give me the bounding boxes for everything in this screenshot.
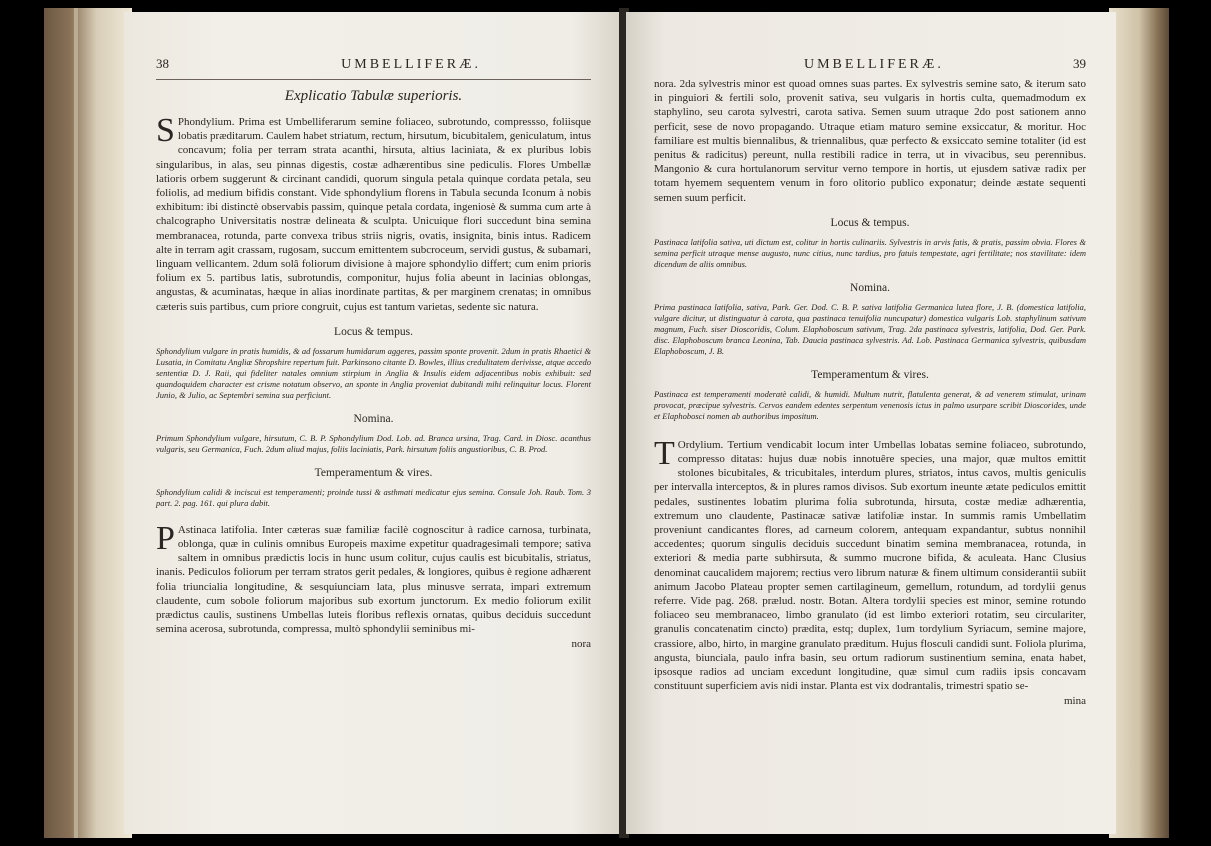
pastinaca-paragraph: P Astinaca latifolia. Inter cæteras suæ familiæ facilè cognoscitur à radice carnosa, turbinata, oblonga, quæ in culinis omnibus Europeis maxime expetitur quadragesimali tempore; sativa saltem in omnibus prædictis locis in hunc usum colitur, cujus caulis est bicubitalis, striatus, inanis. Pediculos foliorum per terram stratos gerit pedales, & longiores, quibus è regione adhærent folia triuncialia longitudine, & sesquiunciam lata, plus minusve serrata, impari extremum claudente, cum sobole foliorum majoribus sub exortum junctorum. Ex medio foliorum exilit prædictus caulis, sustinens Umbellas luteis floribus reflexis ornatas, quibus deciduis succedunt semina acerosa, subrotunda, compressa, multò sphondylii seminibus mi- bbox=[156, 519, 591, 636]
drop-cap: T bbox=[654, 434, 675, 472]
right-page bbox=[626, 12, 1116, 834]
drop-cap: S bbox=[156, 112, 175, 149]
locus-heading: Locus & tempus. bbox=[830, 216, 910, 229]
left-page-number: 38 bbox=[156, 56, 169, 71]
temperamentum-heading: Temperamentum & vires. bbox=[811, 368, 929, 381]
drop-cap: P bbox=[156, 519, 175, 557]
locus-heading: Locus & tempus. bbox=[334, 325, 413, 338]
nomina-heading: Nomina. bbox=[353, 412, 394, 425]
nomina-note: Prima pastinaca latifolia, sativa, Park. Ger. Dod. C. B. P. sativa latifolia Germanica lutea flore, J. B. (domestica latifolia, vulgare dicitur, ut distinguatur à carota, qua pastinaca tenuifolia nuncupatur) domestica vulgaris Lob. staphylinum sativum magnum, Fuch. siser Dioscoridis, Colum. Elaphoboscum sativum, Trag. 2da pastinaca sylvestris, latifolia, Dod. Ger. Park. disc. Elaphoboscum branca Leonina, Tab. Daucia pastinaca sylvestris. Ad. Lob. Pastinaca Germanica sylvestris, quibusdam Elaphoboscum, J. B. bbox=[654, 301, 1086, 356]
nomina-note: Primum Sphondylium vulgare, hirsutum, C. B. P. Sphondylium Dod. Lob. ad. Branca ursina, Trag. Card. in Diosc. acanthus vulgaris, seu Germanica, Fuch. 2dum aliud majus, foliis laciniatis, Park. hirsutum foliis angustioribus, C. B. Prod. bbox=[156, 432, 591, 454]
catchword: mina bbox=[1064, 695, 1086, 708]
nomina-heading: Nomina. bbox=[850, 281, 890, 294]
pastinaca-continued: nora. 2da sylvestris minor est quoad omnes suas partes. Ex sylvestris semine sato, & iterum sato in pinguiori & fertili solo, provenit sativa, seu vulgaris in hortis culta, quemadmodum ex staphylino, seu carota sylvestri, carota sativa. Semen suum utraque 2do post sationem anno perficit, sese de novo propagando. Utraque etiam maturo semine exsiccatur, & moritur. Hoc familiare est multis biennalibus, & triennalibus, quæ perfecto & exsiccato semine totaliter (id est penitus & radicitus) pereunt, nulla restibili radice in terra, ut in vivacibus, seu perennibus. Mangonio & cura hortulanorum servitur verno tempore in hortis, ut ejusdem sativæ radix per totam hyemem sequentem venum in foro olitorio publico exponatur; deinde æstate sequenti semen suum perficit. bbox=[654, 78, 1086, 204]
left-header-title: UMBELLIFERÆ. bbox=[341, 57, 481, 72]
tordylium-paragraph: T Ordylium. Tertium vendicabit locum inter Umbellas lobatas semine foliaceo, subrotundo, compresso ditatas: hujus duæ nobis innotuêre species, una major, quæ multos emittit stolones bicubitales, & tricubitales, interdum plures, striatos, intus cavos, multis geniculis per intervalla interceptos, & in plures ramos divisos. Sub exortum ineunte ætate pediculos emittit pedales, sustinentes lobatim plurima folia subrotunda, hirsuta, costæ mediæ adhærentia, extremum uno claudente, Pastinacæ sativæ latifoliæ instar. In summis ramis Umbellatim proveniunt candicantes flores, ad carneum colorem, antequam expandantur, subtus nonnihil accedentes; quorum singulis deciduis succedunt binatim semina membranacea, rotunda, in exteriori & media parte subhirsuta, & summo mucrone bifida, & aculeata. Hanc Clusius denominat caucalidem majorem; rectius vero librum naturæ & finem ultimum considerantii subiit animum Jacobo Plateau propter semen cartilagineum, gemellum, rotundum, ad tordylii genus referre. Vide pag. 268. prælud. nostr. Botan. Altera tordylii species est minor, semine rotundo foliaceo seu membranaceo, limbo granulato (id est limbo exteriori rotatim, seu circulariter, granulis concatenatim cincto) prædita, estq; duplex, 1um tordylium Syriacum, semine majore, crassiore, albo, hirto, in margine granulato præditum. Hujus flosculi candidi sunt. Foliola plurima, angusta, biunciala, paulo infra basin, seu ortum radiorum sustinentium semina, enata habet, ipsosque radios ad unciam excedunt longitudine, quæ simul cum radiis ipsis concavam constituunt superficiem avis nidi instar. Planta est vix dodrantalis, trimestri spatio se- bbox=[654, 434, 1086, 693]
header-rule bbox=[156, 79, 591, 80]
temperamentum-heading: Temperamentum & vires. bbox=[314, 466, 433, 479]
left-page-edges bbox=[44, 8, 132, 838]
right-header-title: UMBELLIFERÆ. bbox=[804, 57, 944, 72]
locus-note: Pastinaca latifolia sativa, uti dictum est, colitur in hortis culinariis. Sylvestris in arvis fatis, & pratis, passim obvia. Flores & semina perficit utraque mense augusto, nunc citius, nunc tardius, pro fatuis tempestate, agri fertilitate; nos stavilitate: idem dicendum de aliis omnibus. bbox=[654, 236, 1086, 269]
right-page-edges bbox=[1109, 8, 1169, 838]
open-book bbox=[44, 8, 1169, 838]
temperamentum-note: Pastinaca est temperamenti moderatè calidi, & humidi. Multum nutrit, flatulenta generat, & ad venerem stimulat, urinam provocat, præcipue sylvestris. Cervos eandem edentes serpentum venenosis ictus in palmo usurpare scribit Dioscorides, unde et Elaphobosci nomen ab authoribus impositum. bbox=[654, 388, 1086, 421]
left-running-head bbox=[156, 56, 591, 73]
catchword: nora bbox=[571, 638, 591, 651]
sphondylium-paragraph: S Phondylium. Prima est Umbelliferarum semine foliaceo, subrotundo, compressso, foliisque lobatis præditarum. Caulem habet striatum, rectum, hirsutum, bicubitalem, geniculatum, intus concavum; folia per terram strata acanthi, hirsuta, altius laciniata, & ex pluribus lobis singularibus, in alas, seu pinnas digestis, costæ adhærentibus sine pediculis. Flores Umbellæ latioris orbem suggerunt & circinant candidi, quorum singula petala quinque cordata petala, seu foliolis, ad medium bifidis constant. Vide sphondylium florens in Tabula secunda Iconum à nobis exhibitum: ibi distinctè observabis passim, quinque petala cordata, ingeniosè & summa cum arte à chalcographo Universitatis nostræ delineata & sculpta. Unicuique flori succedunt bina semina membranacea, rotunda, parte convexa tribus striis nigris, ovatis, insignita, binis intus. Radicem alte in terram agit crassam, rugosam, succum emittentem subcroceum, servidi gustus, & subamari, linguam vellicantem. 2dum solâ foliorum divisione à majore sphondylio differt; cum enim prioris folium ex 5. partibus latis, subrotundis, componitur, hujus folia abeunt in lacinias oblongas, angustas, & acuminatas, hæque in alias inordinate partitas, & per marginem crenatas; in omnibus cæteris suis partibus, cum priore congruit, cujus est tantum varietas, sedente sic natura. bbox=[156, 112, 591, 313]
right-running-head bbox=[654, 56, 1086, 73]
right-page-number: 39 bbox=[1073, 56, 1086, 71]
section-subtitle: Explicatio Tabulæ superioris. bbox=[284, 88, 463, 104]
locus-note: Sphondylium vulgare in pratis humidis, & ad fossarum humidarum aggeres, passim sponte provenit. 2dum in pratis Rhaetici & Lusatia, in Comitatu Angliæ Shropshire repertum fuit. Parkinsono citante D. Bowles, illius credulitatem derivisse, atque accedo sententiæ D. J. Raii, qui fideliter natales omnium stirpium in Anglia & Insulis eidem adjacentibus nobis exhibuit: sed quandoquidem character est crisme notatum observo, an sponte in Anglia proveniat dubitandi mihi relinquitur locus. Florent Junio, & Julio, ac Septembri semina sua perficiunt. bbox=[156, 345, 591, 400]
left-page bbox=[124, 12, 621, 834]
temperamentum-note: Sphondylium calidi & inciscui est temperamenti; proinde tussi & asthmati medicatur ejus semina. Consule Joh. Raub. Tom. 3 part. 2. pag. 161. qui plura dabit. bbox=[156, 486, 591, 508]
